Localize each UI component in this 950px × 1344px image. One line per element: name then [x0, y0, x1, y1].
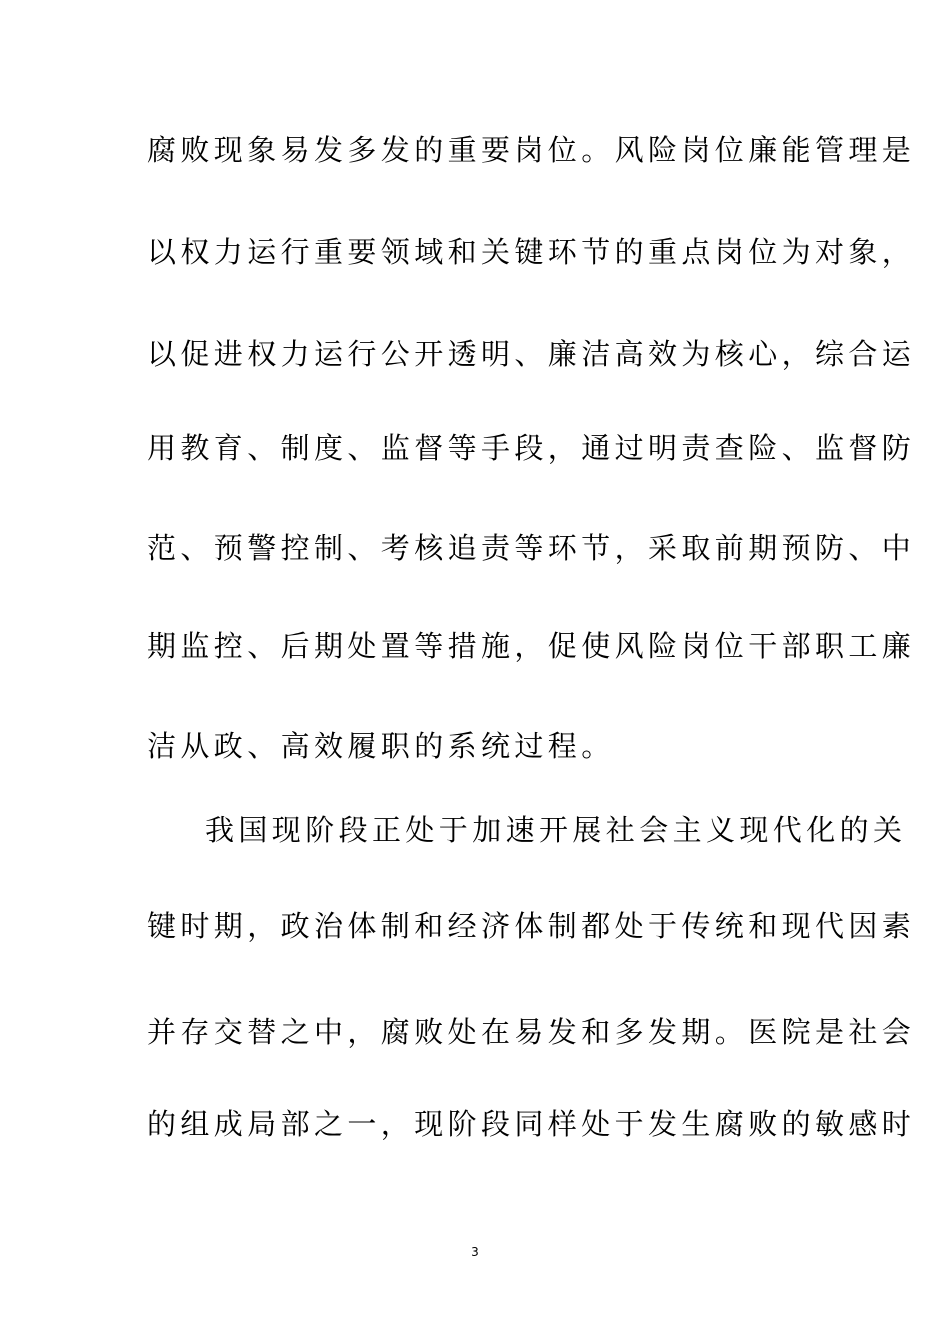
body-text-line: 的组成局部之一，现阶段同样处于发生腐败的敏感时 [147, 1107, 916, 1141]
body-text-line: 并存交替之中，腐败处在易发和多发期。医院是社会 [147, 1015, 916, 1049]
body-text-line: 以权力运行重要领域和关键环节的重点岗位为对象， [147, 235, 916, 269]
paragraph-first-line: 我国现阶段正处于加速开展社会主义现代化的关 [205, 813, 907, 847]
page-number: 3 [471, 1245, 479, 1259]
body-text-line: 洁从政、高效履职的系统过程。 [147, 729, 615, 763]
body-text-line: 用教育、制度、监督等手段，通过明责查险、监督防 [147, 431, 916, 465]
body-text-line: 以促进权力运行公开透明、廉洁高效为核心，综合运 [147, 337, 916, 371]
body-text-line: 键时期，政治体制和经济体制都处于传统和现代因素 [147, 909, 916, 943]
body-text-line: 腐败现象易发多发的重要岗位。风险岗位廉能管理是 [147, 133, 916, 167]
body-text-line: 期监控、后期处置等措施，促使风险岗位干部职工廉 [147, 629, 916, 663]
body-text-line: 范、预警控制、考核追责等环节，采取前期预防、中 [147, 531, 916, 565]
